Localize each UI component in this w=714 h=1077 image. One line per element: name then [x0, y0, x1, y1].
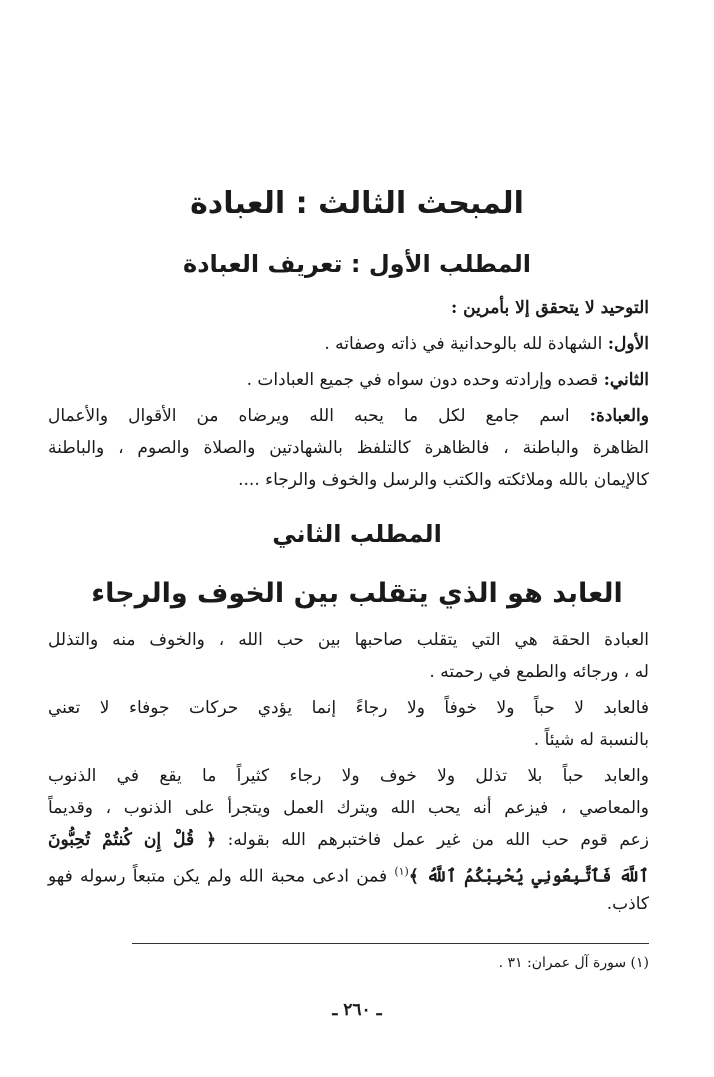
text-line-intro	[451, 296, 649, 320]
section-title-fear-hope: العابد هو الذي يتقلب بين الخوف والرجاء	[91, 578, 623, 609]
text-line: والمعاصي ، فيزعم أنه يحب الله ويترك العمل ويتجرأ على الذنوب ، وقديماً	[48, 798, 649, 818]
section-heading-second: المطلب الثاني	[272, 520, 442, 548]
section-heading-definition: المطلب الأول : تعريف العبادة	[183, 250, 531, 278]
text-line: بالنسبة له شيئاً .	[533, 730, 649, 750]
chapter-heading: المبحث الثالث : العبادة	[190, 186, 524, 221]
footnote: (١) سورة آل عمران: ٣١ .	[498, 955, 649, 971]
worship-text: اسم جامع لكل ما يحبه الله ويرضاه من الأقوال والأعمال	[48, 406, 590, 426]
second-label: الثاني:	[603, 370, 649, 390]
text-line: كاذب.	[606, 894, 649, 914]
quran-verse-part1: ﴿ قُلْ إِن كُنتُمْ تُحِبُّونَ	[48, 830, 217, 850]
quran-verse-part2: ٱللَّهَ فَٱتَّبِعُونِي يُحْبِبْكُمُ ٱللَّهُ ﴾	[408, 866, 650, 887]
footnote-divider	[132, 943, 649, 944]
text-line-quran-end	[48, 860, 649, 889]
text-line: فالعابد لا حباً ولا خوفاً ولا رجاءً إنما يؤدي حركات جوفاء لا تعني	[48, 698, 649, 718]
text-line: العبادة الحقة هي التي يتقلب صاحبها بين حب الله ، والخوف منه والتذلل	[48, 630, 649, 650]
text-line: والعابد حباً بلا تذلل ولا خوف ولا رجاء كثيراً ما يقع في الذنوب	[48, 766, 649, 786]
first-text: الشهادة لله بالوحدانية في ذاته وصفاته .	[324, 334, 608, 354]
text-line: الظاهرة والباطنة ، فالظاهرة كالتلفظ بالشهادتين والصلاة والصوم ، والباطنة	[48, 438, 649, 458]
quran-intro-text: زعم قوم حب الله من غير عمل فاختبرهم الله بقوله:	[216, 830, 649, 850]
text-line-quran-start	[48, 828, 649, 852]
text-line: كالإيمان بالله وملائكته والكتب والرسل والخوف والرجاء ....	[238, 470, 649, 490]
worship-label: والعبادة:	[589, 406, 649, 426]
first-label: الأول:	[607, 334, 649, 354]
text-line-second	[247, 368, 649, 392]
text-line: له ، ورجائه والطمع في رحمته .	[429, 662, 649, 682]
page-number: ـ ٢٦٠ ـ	[332, 1000, 382, 1020]
second-text: قصده وإرادته وحده دون سواه في جميع العبادات .	[246, 370, 604, 390]
quran-after-text: فمن ادعى محبة الله ولم يكن متبعاً رسوله فهو	[48, 866, 395, 887]
intro-text: التوحيد لا يتحقق إلا بأمرين :	[450, 298, 649, 318]
text-line-worship-def	[48, 404, 649, 428]
text-line-first	[324, 332, 649, 356]
footnote-ref: (١)	[394, 865, 409, 878]
